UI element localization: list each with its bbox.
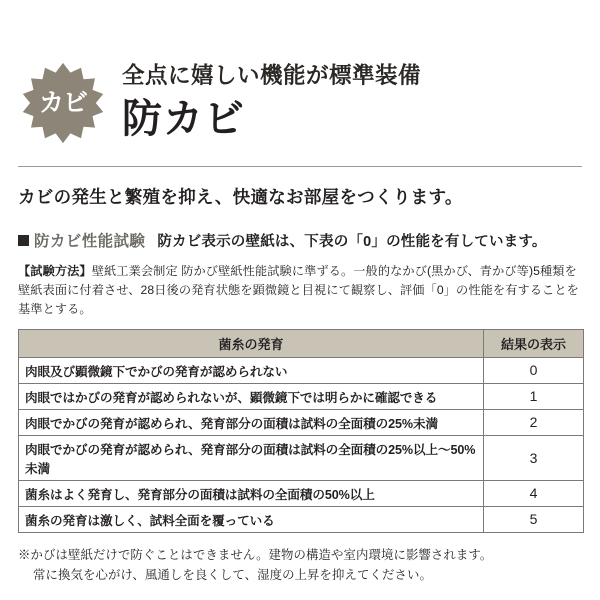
row-score: 4 — [484, 480, 584, 506]
footnotes — [18, 546, 582, 586]
mold-resistant-badge — [22, 62, 104, 144]
table-row — [19, 409, 584, 435]
section-title: 防カビ性能試験 — [34, 233, 146, 250]
row-score: 5 — [484, 506, 584, 532]
table-row — [19, 357, 584, 383]
table-row — [19, 506, 584, 532]
lead-text: カビの発生と繁殖を抑え、快適なお部屋をつくります。 — [18, 187, 463, 207]
badge-label: カビ — [38, 88, 87, 117]
row-description: 菌糸の発育は激しく、試料全面を覆っている — [19, 506, 484, 532]
page-title: 防カビ — [122, 97, 245, 142]
table-head — [19, 329, 584, 357]
table-row — [19, 435, 584, 480]
section-note: 防カビ表示の壁紙は、下表の「0」の性能を有しています。 — [157, 234, 547, 250]
footnote-line-1: ※かびは壁紙だけで防ぐことはできません。建物の構造や室内環境に影響されます。 — [18, 547, 493, 562]
table-row — [19, 383, 584, 409]
section-heading — [18, 229, 582, 251]
square-bullet-icon — [18, 235, 29, 246]
row-description: 肉眼でかびの発育が認められ、発育部分の面積は試料の全面積の25%未満 — [19, 409, 484, 435]
column-header-result: 結果の表示 — [484, 329, 584, 357]
divider — [18, 166, 582, 167]
table-header-row — [19, 329, 584, 357]
row-score: 0 — [484, 357, 584, 383]
row-description: 肉眼でかびの発育が認められ、発育部分の面積は試料の全面積の25%以上〜50%未満 — [19, 435, 484, 480]
result-table — [18, 329, 584, 533]
footnote-line-2: 常に換気を心がけ、風通しを良くして、湿度の上昇を抑えてください。 — [33, 567, 432, 582]
test-method-text: 壁紙工業会制定 防かび壁紙性能試験に準ずる。一般的なかび(黒かび、青かび等)5種類を壁紙表面に付着させ、28日後の発育状態を顕微鏡と目視にて観察し、評価「0」の性能を有することを基準とする。 — [18, 264, 579, 316]
test-method-paragraph — [18, 262, 584, 319]
test-method-label: 【試験方法】 — [18, 264, 92, 278]
header-texts — [122, 64, 421, 143]
table-body — [19, 357, 584, 532]
header-subtitle: 全点に嬉しい機能が標準装備 — [122, 62, 422, 88]
table-row — [19, 480, 584, 506]
row-score: 1 — [484, 383, 584, 409]
row-description: 菌糸はよく発育し、発育部分の面積は試料の全面積の50%以上 — [19, 480, 484, 506]
header — [18, 0, 582, 144]
row-score: 3 — [484, 435, 584, 480]
row-description: 肉眼及び顕微鏡下でかびの発育が認められない — [19, 357, 484, 383]
row-description: 肉眼ではかびの発育が認められないが、顕微鏡下では明らかに確認できる — [19, 383, 484, 409]
column-header-growth: 菌糸の発育 — [19, 329, 484, 357]
row-score: 2 — [484, 409, 584, 435]
